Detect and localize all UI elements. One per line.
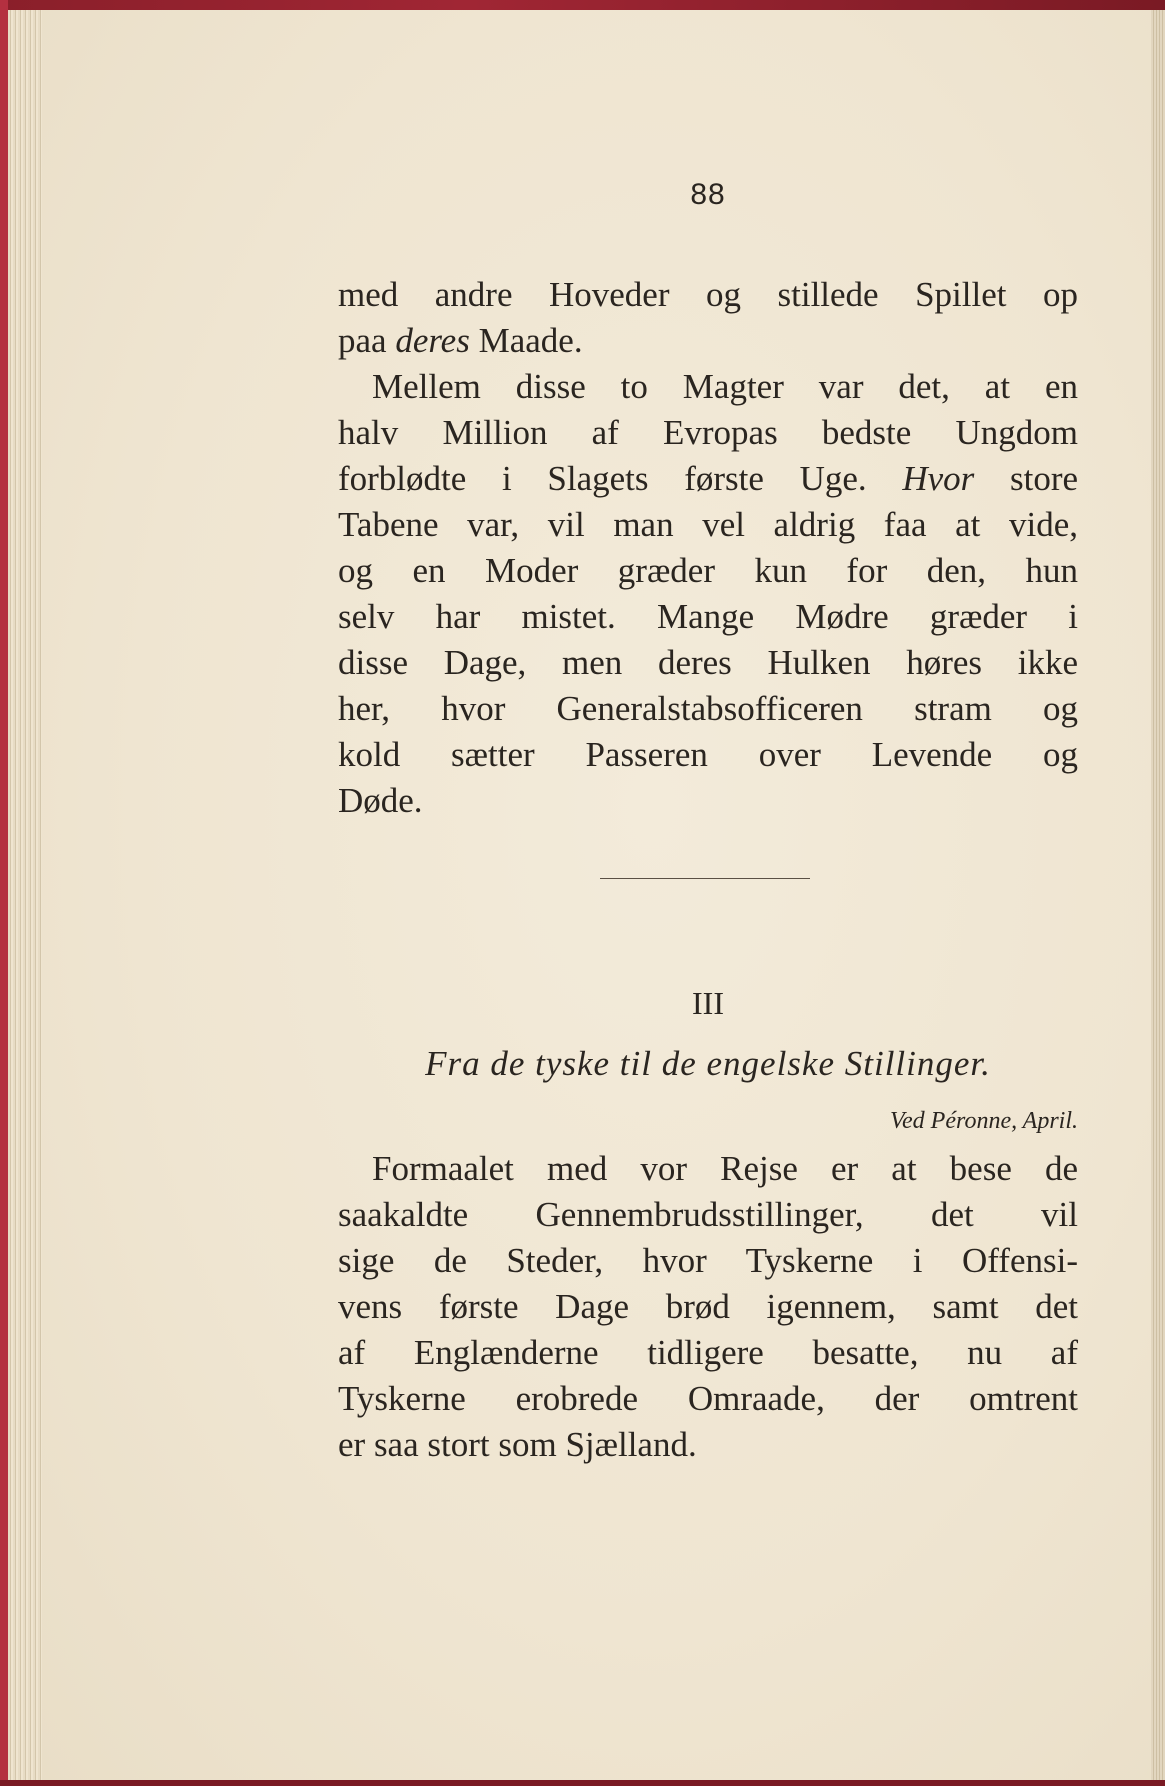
text-line: af Englænderne tidligere besatte, nu af — [338, 1333, 1078, 1372]
dateline: Ved Péronne, April. — [890, 1108, 1078, 1134]
text-line: Tabene var, vil man vel aldrig faa at vide, — [338, 505, 1078, 544]
page-stack-left — [8, 10, 42, 1786]
text-line: her, hvor Generalstabsofficeren stram og — [338, 689, 1078, 728]
text-line: halv Million af Evropas bedste Ungdom — [338, 413, 1078, 452]
text-line: Tyskerne erobrede Omraade, der omtrent — [338, 1379, 1078, 1418]
text-line: sige de Steder, hvor Tyskerne i Offensi- — [338, 1241, 1078, 1280]
paragraph-1 — [338, 272, 1078, 364]
book-cover-left-edge — [0, 0, 8, 1786]
text-line: og en Moder græder kun for den, hun — [338, 551, 1078, 590]
text-line: disse Dage, men deres Hulken høres ikke — [338, 643, 1078, 682]
emphasis-text: Hvor — [902, 459, 975, 498]
text-line: er saa stort som Sjælland. — [338, 1425, 697, 1464]
page-number: 88 — [690, 178, 726, 211]
text-line: Formaalet med vor Rejse er at bese de — [372, 1149, 1078, 1188]
paragraph-3 — [338, 1146, 1078, 1468]
text-line: med andre Hoveder og stillede Spillet op — [338, 275, 1078, 314]
section-number: III — [692, 985, 724, 1021]
text-line: selv har mistet. Mange Mødre græder i — [338, 597, 1078, 636]
book-cover-top-edge — [0, 0, 1165, 10]
book-cover-bottom-edge — [0, 1780, 1165, 1786]
section-title: Fra de tyske til de engelske Stillinger. — [425, 1044, 991, 1083]
text-line: vens første Dage brød igennem, samt det — [338, 1287, 1078, 1326]
text-line: Døde. — [338, 781, 423, 820]
paragraph-2 — [338, 364, 1078, 824]
text-line: forblødte i Slagets første Uge. Hvor store — [338, 459, 1079, 498]
page-stack-right — [1151, 10, 1165, 1786]
text-line: saakaldte Gennembrudsstillinger, det vil — [338, 1195, 1078, 1234]
text-line: Mellem disse to Magter var det, at en — [372, 367, 1078, 406]
emphasis-text: deres — [395, 321, 470, 360]
book-page — [42, 10, 1151, 1780]
text-line: kold sætter Passeren over Levende og — [338, 735, 1078, 774]
section-divider — [600, 878, 810, 879]
text-line: paa deres Maade. — [338, 321, 583, 360]
